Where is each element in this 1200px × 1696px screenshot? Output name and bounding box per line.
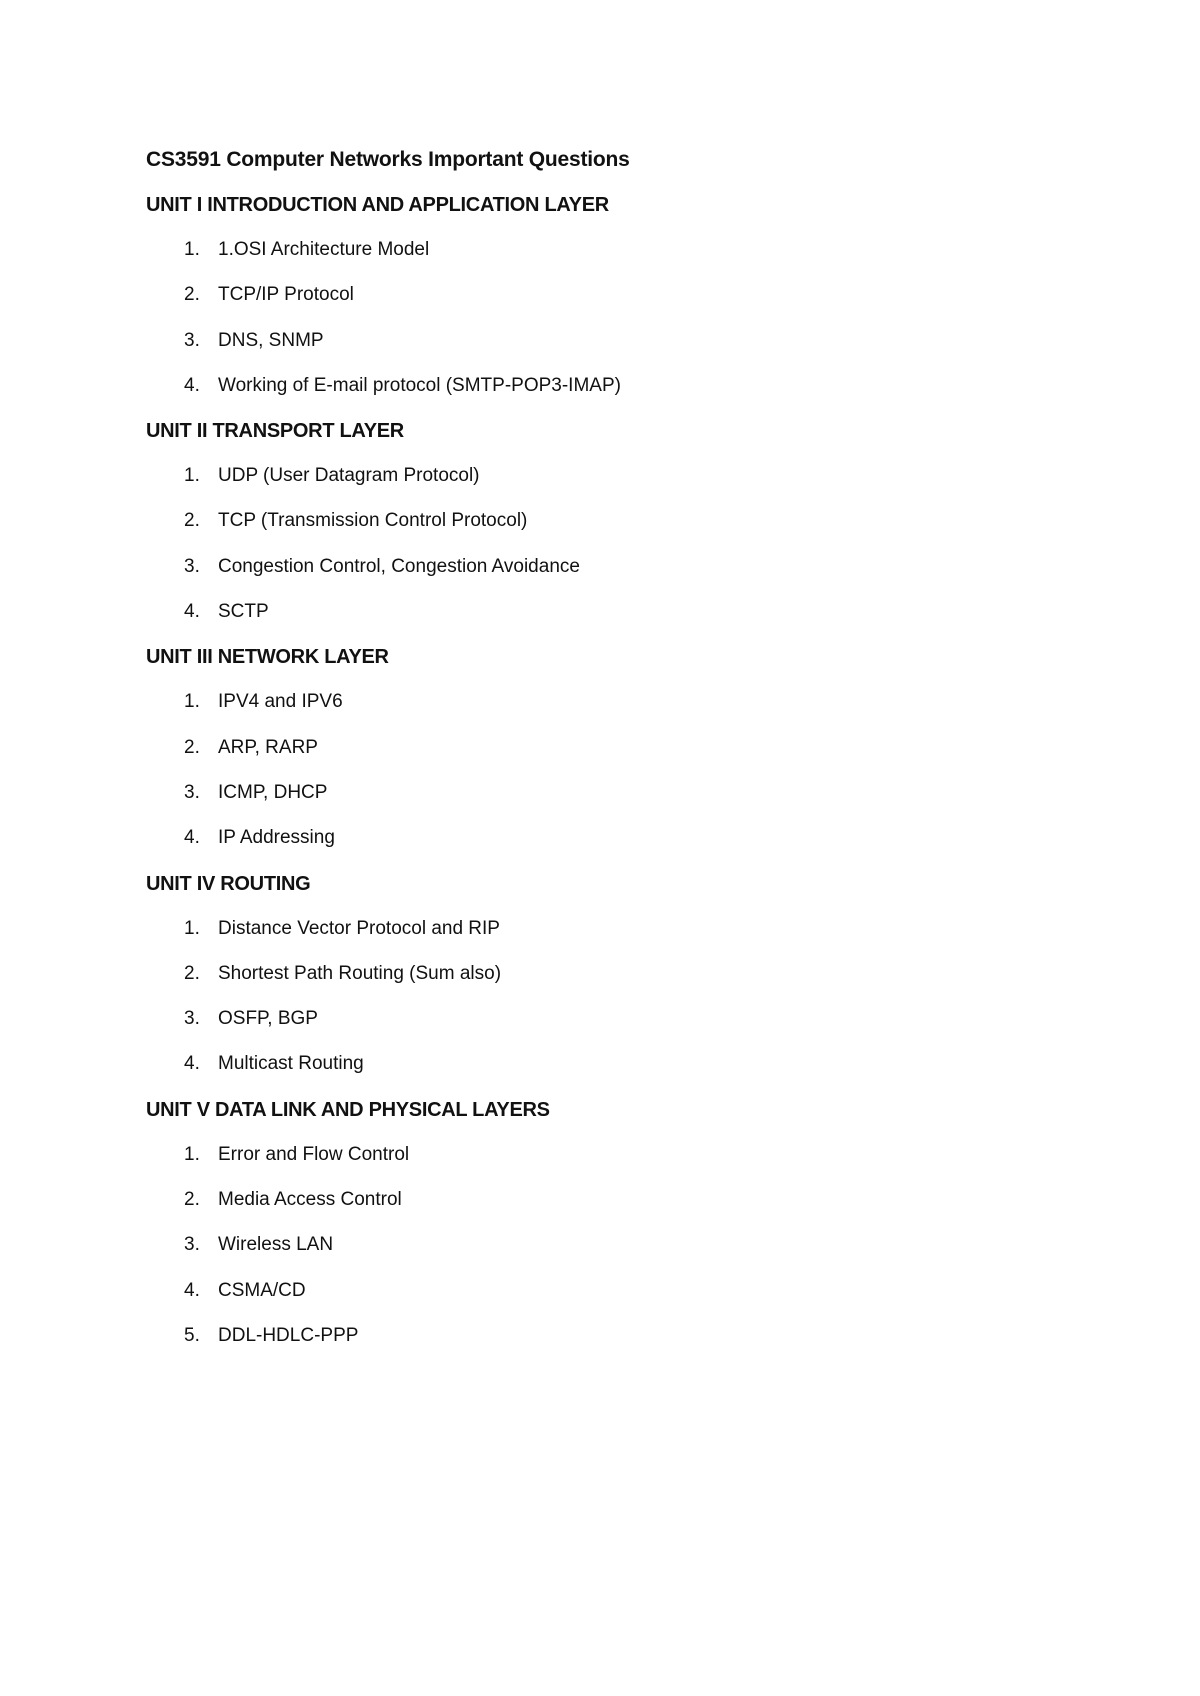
- list-item-text: Distance Vector Protocol and RIP: [218, 917, 500, 939]
- list-item-number: 2.: [184, 510, 200, 532]
- list-item-number: 5.: [184, 1324, 200, 1346]
- document-content: [146, 146, 1106, 1367]
- list-item: [146, 824, 1106, 852]
- list-item: [146, 507, 1106, 535]
- question-list: [146, 915, 1106, 1079]
- unit-section-3: [146, 643, 1106, 852]
- list-item-text: DDL-HDLC-PPP: [218, 1324, 359, 1346]
- list-item-number: 3.: [184, 329, 200, 351]
- list-item-text: Congestion Control, Congestion Avoidance: [218, 555, 580, 577]
- list-item-number: 3.: [184, 1008, 200, 1030]
- list-item-number: 1.: [184, 239, 200, 260]
- list-item: [146, 236, 1106, 264]
- list-item-number: 2.: [184, 736, 200, 758]
- list-item: [146, 915, 1106, 943]
- unit-section-4: [146, 870, 1106, 1079]
- unit-heading: UNIT III NETWORK LAYER: [146, 646, 389, 669]
- list-item-text: CSMA/CD: [218, 1279, 306, 1301]
- list-item-number: 4.: [184, 1279, 200, 1301]
- list-item-number: 4.: [184, 374, 200, 396]
- unit-heading: UNIT IV ROUTING: [146, 872, 311, 895]
- list-item-number: 4.: [184, 1053, 200, 1075]
- unit-section-1: [146, 191, 1106, 400]
- list-item-text: IP Addressing: [218, 827, 335, 849]
- list-item-text: TCP (Transmission Control Protocol): [218, 510, 528, 532]
- list-item: [146, 598, 1106, 626]
- list-item-text: UDP (User Datagram Protocol): [218, 465, 480, 487]
- list-item-text: TCP/IP Protocol: [218, 284, 354, 306]
- question-list: [146, 462, 1106, 626]
- list-item-number: 1.: [184, 465, 200, 487]
- list-item: [146, 1141, 1106, 1169]
- list-item-number: 2.: [184, 962, 200, 984]
- list-item: [146, 779, 1106, 807]
- list-item-number: 4.: [184, 827, 200, 849]
- list-item-text: IPV4 and IPV6: [218, 691, 343, 713]
- list-item-number: 1.: [184, 1143, 200, 1165]
- list-item: [146, 1322, 1106, 1350]
- list-item-text: Working of E-mail protocol (SMTP-POP3-IMAP): [218, 374, 621, 396]
- list-item-text: SCTP: [218, 601, 269, 623]
- list-item-number: 3.: [184, 781, 200, 803]
- list-item-text: Multicast Routing: [218, 1053, 364, 1075]
- list-item-text: 1.OSI Architecture Model: [218, 239, 430, 260]
- list-item-number: 4.: [184, 601, 200, 623]
- list-item-number: 3.: [184, 555, 200, 577]
- list-item: [146, 1186, 1106, 1214]
- question-list: [146, 1141, 1106, 1350]
- list-item: [146, 553, 1106, 581]
- list-item-text: Shortest Path Routing (Sum also): [218, 962, 502, 984]
- list-item: [146, 372, 1106, 400]
- document-title: CS3591 Computer Networks Important Questions: [146, 148, 630, 171]
- list-item: [146, 1005, 1106, 1033]
- list-item-text: ICMP, DHCP: [218, 781, 328, 803]
- list-item: [146, 1231, 1106, 1259]
- list-item-number: 1.: [184, 917, 200, 939]
- list-item-text: ARP, RARP: [218, 736, 318, 758]
- list-item-text: DNS, SNMP: [218, 329, 324, 351]
- list-item: [146, 960, 1106, 988]
- list-item-text: Media Access Control: [218, 1189, 402, 1211]
- unit-heading: UNIT II TRANSPORT LAYER: [146, 420, 404, 443]
- list-item-number: 3.: [184, 1234, 200, 1256]
- list-item-text: Error and Flow Control: [218, 1143, 410, 1165]
- list-item: [146, 1277, 1106, 1305]
- list-item-number: 2.: [184, 1189, 200, 1211]
- list-item: [146, 327, 1106, 355]
- list-item: [146, 688, 1106, 716]
- list-item-text: OSFP, BGP: [218, 1008, 318, 1030]
- list-item: [146, 734, 1106, 762]
- list-item-number: 2.: [184, 284, 200, 306]
- list-item-text: Wireless LAN: [218, 1234, 334, 1256]
- unit-heading: UNIT V DATA LINK AND PHYSICAL LAYERS: [146, 1098, 550, 1121]
- question-list: [146, 236, 1106, 400]
- unit-section-5: [146, 1096, 1106, 1350]
- question-list: [146, 688, 1106, 852]
- list-item: [146, 1050, 1106, 1078]
- unit-section-2: [146, 417, 1106, 626]
- list-item-number: 1.: [184, 691, 200, 713]
- list-item: [146, 281, 1106, 309]
- list-item: [146, 462, 1106, 490]
- unit-heading: UNIT I INTRODUCTION AND APPLICATION LAYER: [146, 194, 609, 216]
